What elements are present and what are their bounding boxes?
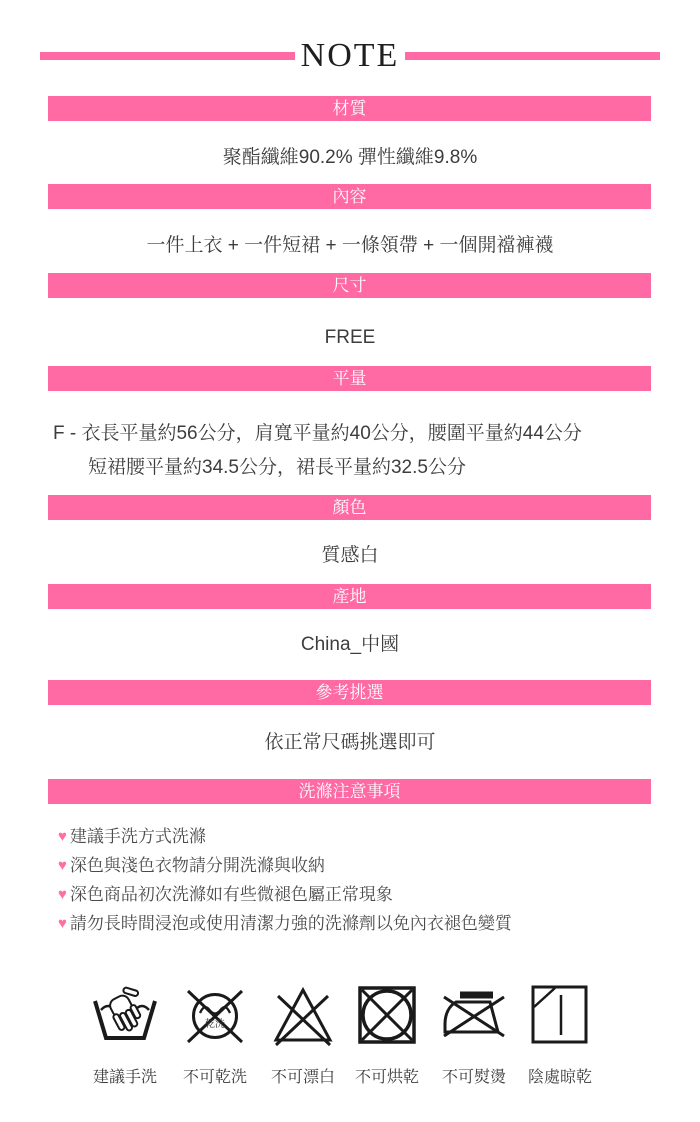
care-note-text: 建議手洗方式洗滌 [69, 827, 206, 846]
section-bar-measurement: 平量 [48, 366, 651, 391]
note-right-rule [405, 52, 660, 60]
heart-icon: ♥ [58, 828, 67, 845]
selection-value: 依正常尺碼挑選即可 [264, 732, 436, 753]
no-dry-clean-icon [183, 982, 247, 1048]
note-header [40, 38, 660, 74]
heart-icon: ♥ [58, 915, 67, 932]
care-icon-label: 不可乾洗 [183, 1069, 248, 1086]
care-icon-cell [90, 982, 160, 1087]
care-icon-cell [183, 982, 247, 1087]
care-note-item [58, 909, 512, 934]
page-title: NOTE [300, 37, 400, 74]
care-icon-cell [353, 982, 421, 1087]
care-note-item [58, 822, 206, 847]
no-iron-icon [442, 982, 506, 1048]
care-icon-label: 不可熨燙 [441, 1069, 506, 1086]
no-bleach-icon [269, 982, 337, 1048]
care-note-text: 請勿長時間浸泡或使用清潔力強的洗滌劑以免內衣褪色變質 [69, 914, 512, 933]
content-value: 一件上衣 + 一件短裙 + 一條領帶 + 一個開襠褲襪 [146, 235, 554, 256]
care-note-item [58, 880, 393, 905]
section-bar-size: 尺寸 [48, 273, 651, 298]
note-left-rule [40, 52, 295, 60]
care-note-item [58, 851, 325, 876]
care-icon-cell [441, 982, 507, 1087]
section-bar-content: 內容 [48, 184, 651, 209]
care-icon-label: 不可漂白 [270, 1069, 335, 1086]
no-tumble-dry-icon [354, 982, 420, 1048]
heart-icon: ♥ [58, 886, 67, 903]
origin-value: China_中國 [300, 634, 400, 655]
section-bar-material: 材質 [48, 96, 651, 121]
section-bar-washing-notes: 洗滌注意事項 [48, 779, 651, 804]
measurement-line-1: F - 衣長平量約56公分，肩寬平量約40公分，腰圍平量約44公分 [53, 423, 582, 444]
care-note-text: 深色與淺色衣物請分開洗滌與收納 [69, 856, 325, 875]
material-value: 聚酯纖維90.2% 彈性纖維9.8% [222, 147, 478, 168]
care-icon-label: 陰處晾乾 [527, 1069, 592, 1086]
care-note-text: 深色商品初次洗滌如有些微褪色屬正常現象 [69, 885, 393, 904]
care-icon-cell [268, 982, 338, 1087]
color-value: 質感白 [321, 545, 379, 566]
care-icon-cell [526, 982, 594, 1087]
care-icon-label: 建議手洗 [92, 1069, 157, 1086]
size-value: FREE [324, 327, 376, 348]
heart-icon: ♥ [58, 857, 67, 874]
hand-wash-icon [93, 982, 157, 1048]
section-bar-selection: 參考挑選 [48, 680, 651, 705]
section-bar-origin: 產地 [48, 584, 651, 609]
care-icon-label: 不可烘乾 [354, 1069, 419, 1086]
measurement-line-2: 短裙腰平量約34.5公分，裙長平量約32.5公分 [88, 457, 466, 478]
dry-clean-overlay-text: 乾洗 [205, 1019, 225, 1030]
dry-in-shade-icon [527, 982, 593, 1048]
section-bar-color: 顏色 [48, 495, 651, 520]
